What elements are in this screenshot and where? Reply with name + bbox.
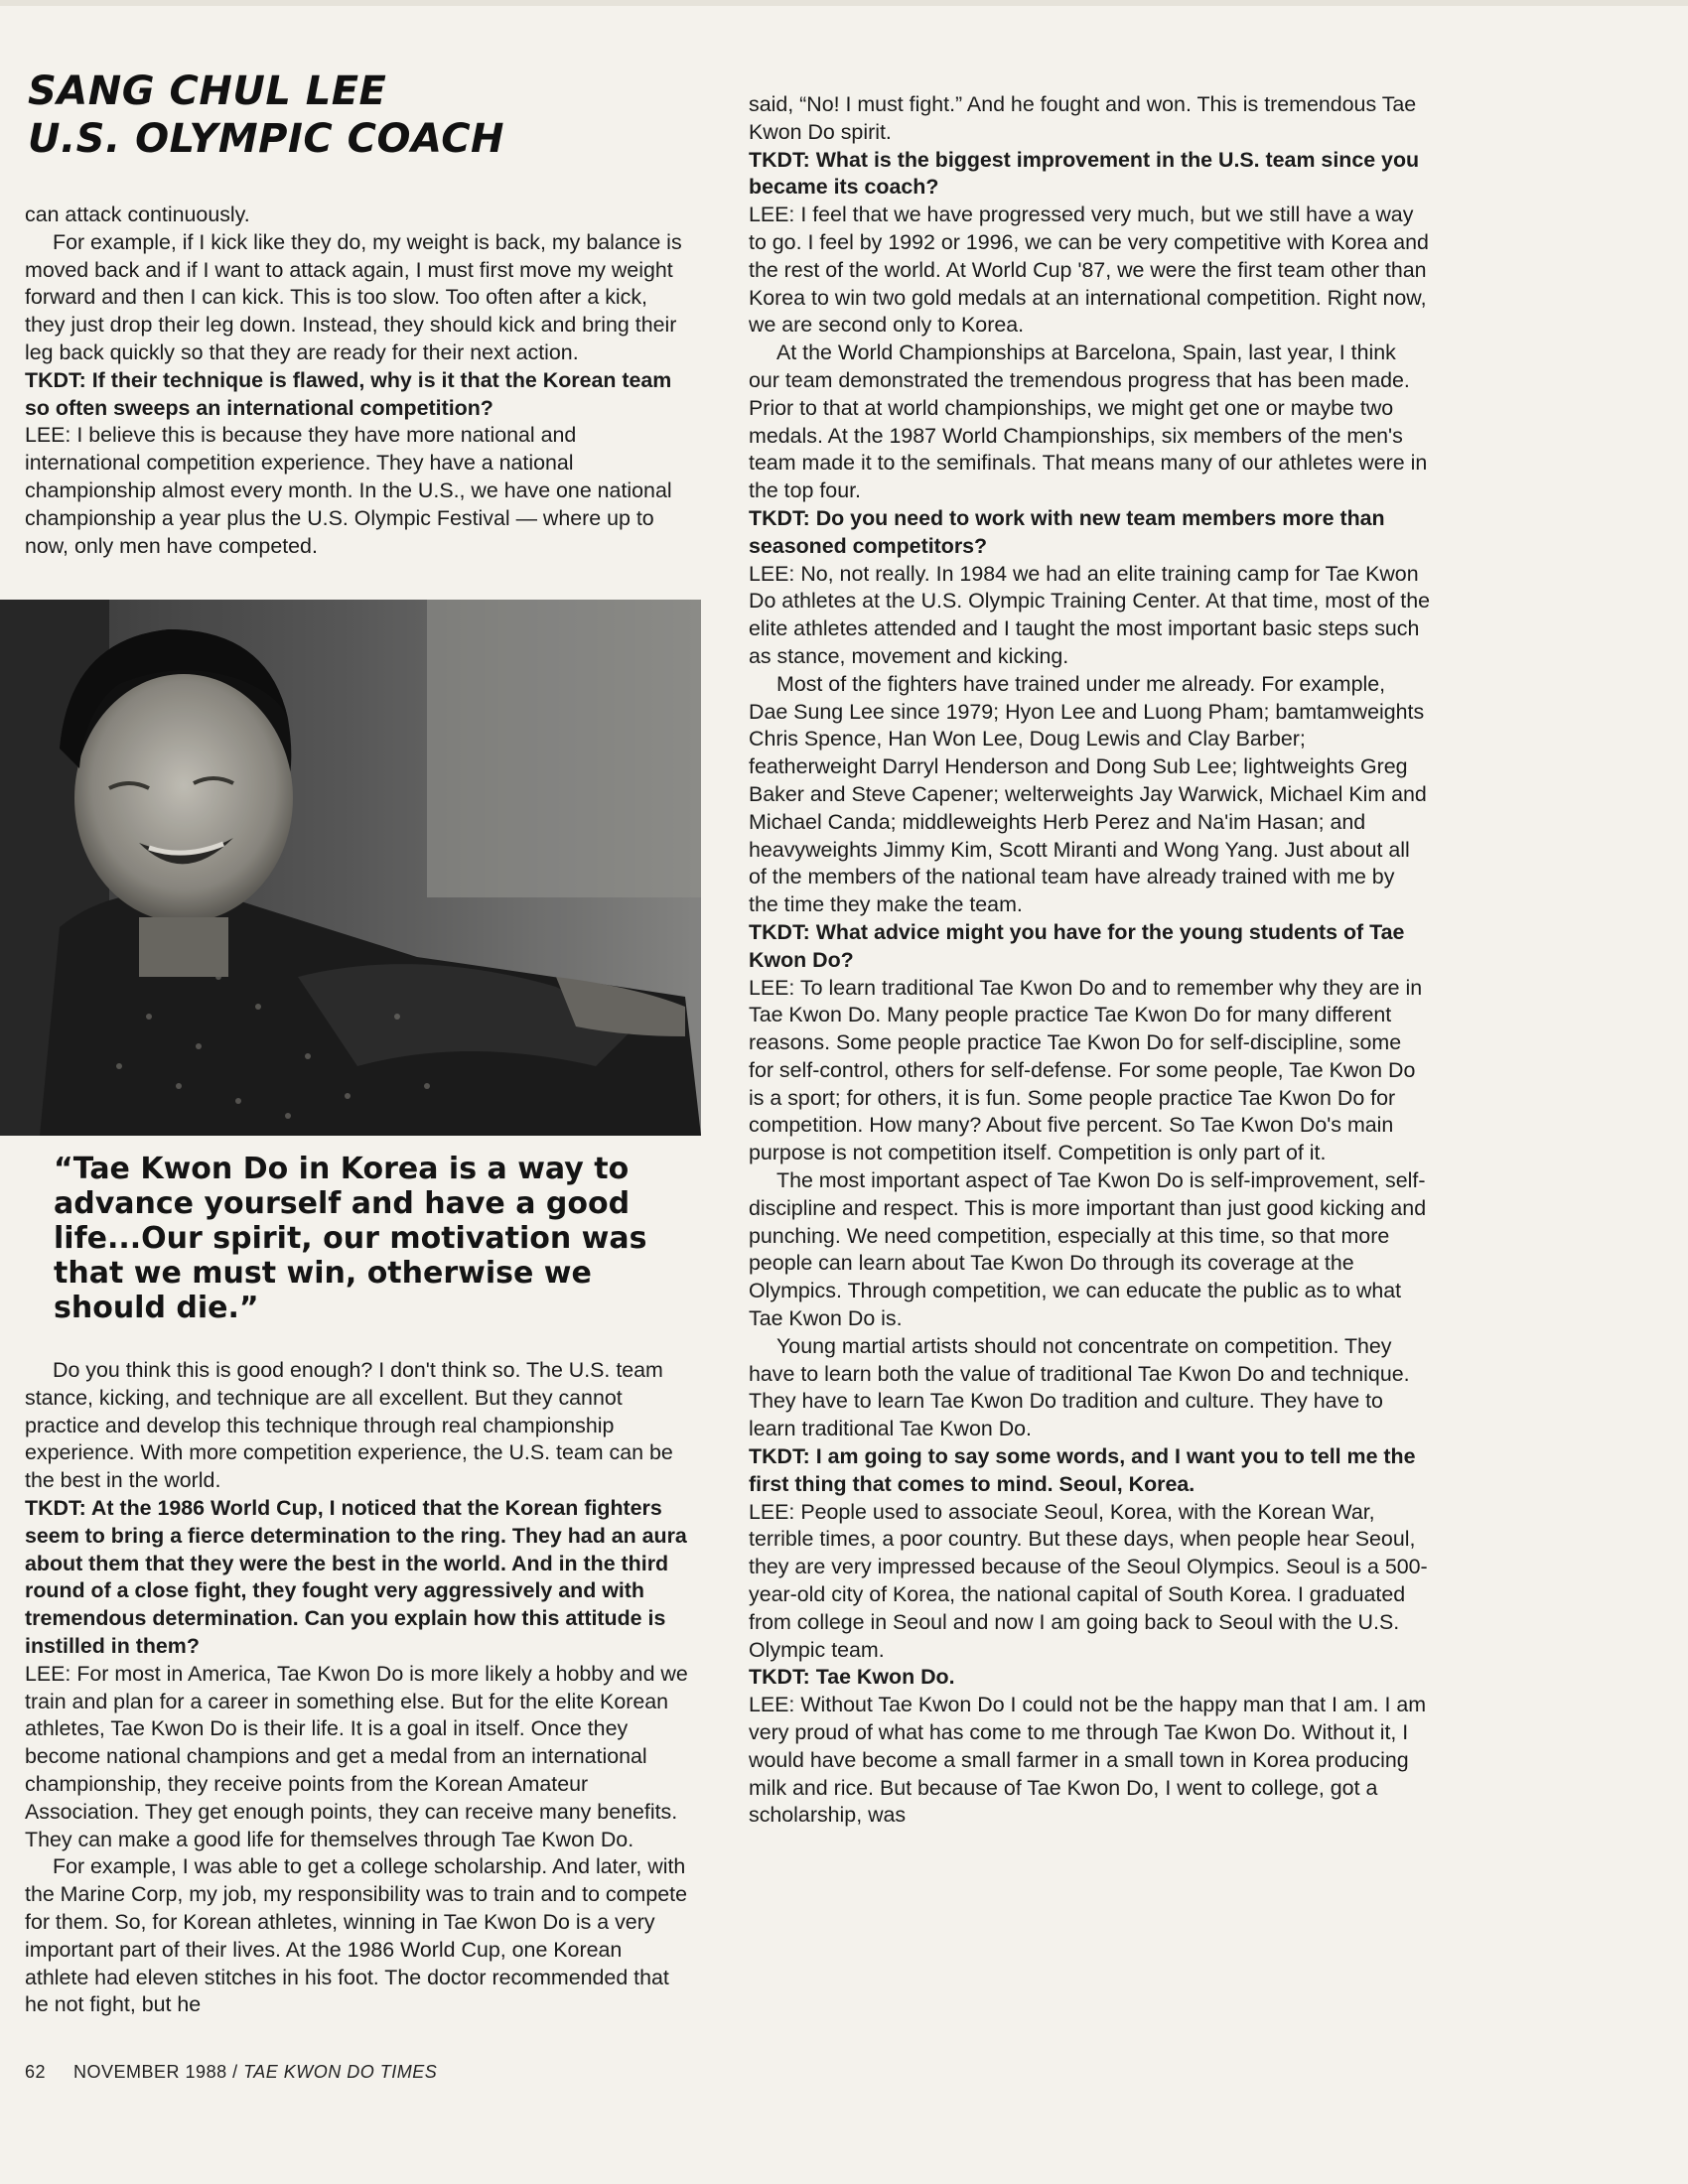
title-line-role: U.S. OLYMPIC COACH [28,116,505,162]
portrait-photo [0,600,701,1136]
paragraph: For example, if I kick like they do, my weight is back, my balance is moved back and if I want to attack again, I must first move my weight forward and then I can kick. This is too slow. Too often after a kick, they just drop their leg down. Instead, they should kick and bring their leg back quickly so that they are ready for their next action. [25,229,682,364]
paragraph: Do you think this is good enough? I don't think so. The U.S. team stance, kicking, and technique are all excellent. But they cannot practice and develop this technique through real championship experience. With more competition experience, the U.S. team can be the best in the world. [25,1358,673,1493]
issue-date: NOVEMBER 1988 / [73,2062,244,2082]
publication-name: TAE KWON DO TIMES [243,2062,438,2082]
interview-question: TKDT: What advice might you have for the young students of Tae Kwon Do? [749,919,1405,972]
paragraph: said, “No! I must fight.” And he fought and won. This is tremendous Tae Kwon Do spirit. [749,92,1417,144]
paragraph: can attack continuously. [25,203,250,226]
pull-quote: “Tae Kwon Do in Korea is a way to advance yourself and have a good life...Our spirit, our motivation was that we must win, otherwise we should die.” [54,1152,647,1325]
paragraph: LEE: No, not really. In 1984 we had an elite training camp for Tae Kwon Do athletes at the U.S. Olympic Training Center. At that time, most of the elite athletes attended and I taught the most important basic steps such as stance, movement and kicking. [749,561,1431,668]
portrait-photo-graphic [0,600,701,1136]
paragraph: LEE: Without Tae Kwon Do I could not be the happy man that I am. I am very proud of what has come to me through Tae Kwon Do. Without it, I would have become a small farmer in a small town in Korea producing milk and rice. But because of Tae Kwon Do, I went to college, got a scholarship, was [749,1693,1427,1828]
left-column-top [25,202,688,560]
paragraph: At the World Championships at Barcelona, Spain, last year, I think our team demonstrated the tremendous progress that has been made. Prior to that at world championships, we might get one or maybe two medals. At the 1987 World Championships, six members of the men's team made it to the semifinals. That means many of our athletes were in the top four. [749,341,1428,503]
interview-question: TKDT: If their technique is flawed, why is it that the Korean team so often sweeps an international competition? [25,367,672,420]
left-column-bottom [25,1357,688,2019]
page-edge [0,0,1688,6]
paragraph: LEE: I feel that we have progressed very much, but we still have a way to go. I feel by 1992 or 1996, we can be very competitive with Korea and the rest of the world. At World Cup '87, we were the first team other than Korea to win two gold medals at an international competition. Right now, we are second only to Korea. [749,203,1429,338]
paragraph: LEE: To learn traditional Tae Kwon Do and to remember why they are in Tae Kwon Do. Many people practice Tae Kwon Do for many different reasons. Some people practice Tae Kwon Do for self-discipline, some for self-control, others for self-defense. For some people, Tae Kwon Do is a sport; for others, it is fun. Some people practice Tae Kwon Do for competition. How many? About five percent. So Tae Kwon Do's main purpose is not competition itself. Competition is only part of it. [749,975,1423,1165]
paragraph: Most of the fighters have trained under me already. For example, Dae Sung Lee since 1979; Hyon Lee and Luong Pham; bamtamweights Chris Spence, Han Won Lee, Doug Lewis and Clay Barber; featherweight Darryl Henderson and Dong Sub Lee; lightweights Greg Baker and Steve Capener; welterweights Jay Warwick, Michael Kim and Michael Canda; middleweights Herb Perez and Na'im Hasan; and heavyweights Jimmy Kim, Scott Miranti and Wong Yang. Just about all of the members of the national team have already trained with me by the time they make the team. [749,671,1427,917]
article-title [28,68,504,163]
interview-question: TKDT: I am going to say some words, and I want you to tell me the first thing that comes to mind. Seoul, Korea. [749,1444,1416,1496]
interview-question: TKDT: What is the biggest improvement in the U.S. team since you became its coach? [749,147,1420,200]
paragraph: For example, I was able to get a college scholarship. And later, with the Marine Corp, my job, my responsibility was to train and to compete for them. So, for Korean athletes, winning in Tae Kwon Do is a very important part of their lives. At the 1986 World Cup, one Korean athlete had eleven stitches in his foot. The doctor recommended that he not fight, but he [25,1854,687,2017]
interview-question: TKDT: Do you need to work with new team members more than seasoned competitors? [749,505,1385,558]
paragraph: LEE: For most in America, Tae Kwon Do is more likely a hobby and we train and plan for a career in something else. But for the elite Korean athletes, Tae Kwon Do is their life. It is a goal in itself. Once they become national champions and get a medal from an international championship, they receive points from the Korean Amateur Association. They get enough points, they can receive many benefits. They can make a good life for themselves through Tae Kwon Do. [25,1661,688,1851]
interview-question: TKDT: Tae Kwon Do. [749,1665,955,1690]
right-column [749,91,1430,1830]
paragraph: Young martial artists should not concentrate on competition. They have to learn both the value of traditional Tae Kwon Do and technique. They have to learn Tae Kwon Do tradition and culture. They have to learn traditional Tae Kwon Do. [749,1333,1410,1441]
page-footer [25,2062,437,2083]
page-number: 62 [25,2062,47,2082]
paragraph: The most important aspect of Tae Kwon Do is self-improvement, self-discipline and respect. This is more important than just good kicking and punching. We need competition, especially at this time, so that more people can learn about Tae Kwon Do through its coverage at the Olympics. Through competition, we can educate the public as to what Tae Kwon Do is. [749,1168,1427,1331]
title-line-name: SANG CHUL LEE [28,68,387,114]
paragraph: LEE: I believe this is because they have more national and international competition experience. They have a national championship almost every month. In the U.S., we have one national championship a year plus the U.S. Olympic Festival — where up to now, only men have competed. [25,423,672,558]
paragraph: LEE: People used to associate Seoul, Korea, with the Korean War, terrible times, a poor country. But these days, when people hear Seoul, they are very impressed because of the Seoul Olympics. Seoul is a 500-year-old city of Korea, the national capital of South Korea. I graduated from college in Seoul and now I am going back to Seoul with the U.S. Olympic team. [749,1499,1428,1662]
interview-question: TKDT: At the 1986 World Cup, I noticed that the Korean fighters seem to bring a fierce determination to the ring. They had an aura about them that they were the best in the world. And in the third round of a close fight, they fought very aggressively and with tremendous determination. Can you explain how this attitude is instilled in them? [25,1495,687,1658]
